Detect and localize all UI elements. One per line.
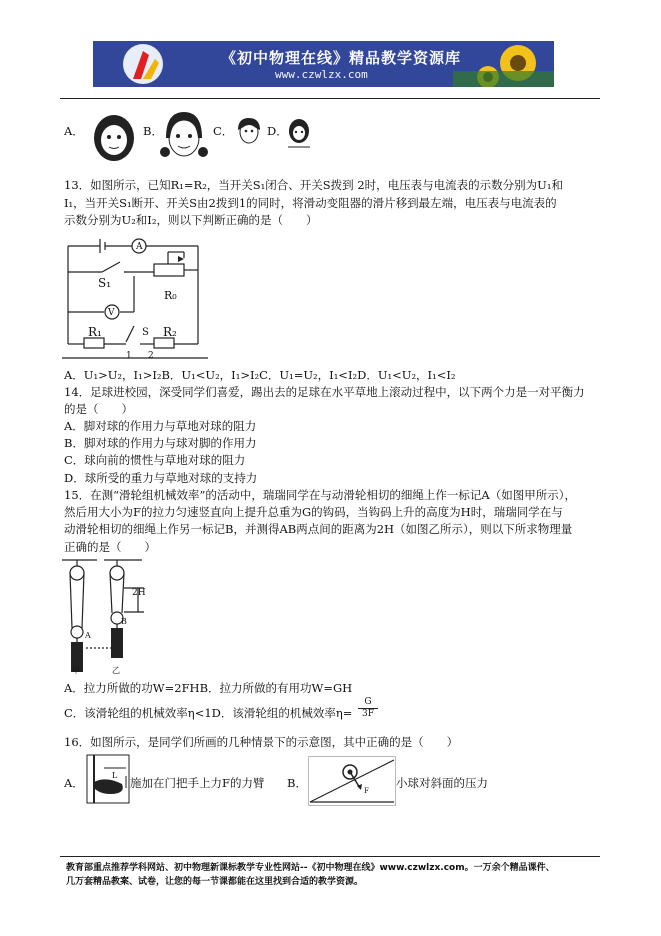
label-b: B — [121, 617, 127, 626]
switch-s-label: S — [142, 327, 149, 338]
face-c-image — [235, 116, 263, 146]
face-a-image — [90, 108, 138, 163]
q14-option-d: D．球所受的重力与草地对球的支持力 — [64, 471, 258, 485]
q16-option-b-label: B． — [287, 776, 307, 790]
q13-line-3: 示数分别为U₂和I₂，则以下判断正确的是（ ） — [64, 213, 318, 227]
pulley-figure — [62, 558, 152, 676]
q13-line-2: I₁，当开关S₁断开、开关S由2拨到1的同时，将滑动变阻器的滑片移到最左端，电压表与电流表的 — [64, 196, 557, 210]
header-rule — [60, 98, 600, 99]
efficiency-fraction — [358, 697, 378, 720]
r2-label: R₂ — [163, 325, 177, 339]
q14-line-1: 14．足球进校园，深受同学们喜爱，踢出去的足球在水平草地上滚动过程中，以下两个力是一对平衡力 — [64, 385, 585, 399]
face-b-image — [160, 108, 208, 163]
q13-options: A．U₁>U₂，I₁>I₂B．U₁<U₂，I₁>I₂C．U₁=U₂，I₁<I₂D．U₁<U₂，I₁<I₂ — [64, 368, 456, 382]
q15-line-3: 动滑轮相切的细绳上作另一标记B，并测得AB两点间的距离为2H（如图乙所示），则以下所求物理量 — [64, 522, 573, 536]
q12-option-b: B． — [143, 124, 163, 138]
footer-rule — [60, 856, 600, 857]
q15-options-ab: A．拉力所做的功W=2FHB．拉力所做的有用功W=GH — [64, 681, 353, 695]
q16-line-1: 16．如图所示，是同学们所画的几种情景下的示意图，其中正确的是（ ） — [64, 735, 459, 749]
q14-option-c: C．球向前的惯性与草地对球的阻力 — [64, 453, 246, 467]
q14-line-2: 的是（ ） — [64, 402, 133, 416]
fraction-denominator: 3F — [362, 709, 374, 719]
footer-line-2: 几万套精品教案、试卷，让您的每一节课都能在这里找到合适的教学资源。 — [66, 877, 364, 887]
footer-line-1: 教育部重点推荐学科网站、初中物理新课标教学专业性网站--《初中物理在线》www.czwlzx.com。一万余个精品课件、 — [66, 863, 555, 873]
terminal-1-label: 1 — [126, 351, 132, 361]
q16-option-a-label: A． — [64, 776, 84, 790]
label-jia: 甲 — [72, 666, 80, 675]
q15-line-4: 正确的是（ ） — [64, 540, 156, 554]
terminal-2-label: 2 — [148, 351, 154, 361]
label-yi: 乙 — [112, 666, 120, 675]
voltmeter-label: V — [108, 308, 115, 318]
q12-option-c: C． — [213, 124, 234, 138]
q15-options-cd: C．该滑轮组的机械效率η<1D．该滑轮组的机械效率η= — [64, 706, 353, 720]
q13-circuit-diagram — [62, 234, 208, 362]
label-a: A — [85, 631, 91, 640]
q14-option-b: B．脚对球的作用力与球对脚的作用力 — [64, 436, 257, 450]
header-banner — [93, 41, 554, 87]
fig-l-label: L — [112, 771, 118, 780]
banner-title: 《初中物理在线》精品教学资源库 — [221, 49, 462, 67]
q16-option-b-text: 小球对斜面的压力 — [396, 776, 488, 790]
q15-line-2: 然后用大小为F的拉力匀速竖直向上提升总重为G的钩码，当钩码上升的高度为H时，瑞瑞同学在与 — [64, 505, 563, 519]
q12-option-a: A． — [64, 124, 84, 138]
fraction-numerator: G — [358, 697, 378, 709]
q14-option-a: A．脚对球的作用力与草地对球的阻力 — [64, 419, 257, 433]
r0-label: R₀ — [164, 289, 177, 302]
label-2h: 2H — [132, 588, 146, 598]
q13-line-1: 13．如图所示，已知R₁=R₂，当开关S₁闭合、开关S拨到 2时，电压表与电流表的示数分别为U₁和 — [64, 178, 563, 192]
banner-url: www.czwlzx.com — [275, 68, 368, 81]
ammeter-label: A — [136, 242, 143, 252]
q16-option-a-text: 施加在门把手上力F的力臂 — [130, 776, 265, 790]
face-d-image — [286, 115, 312, 149]
fig-f-label: F — [364, 787, 369, 795]
incline-figure — [308, 756, 396, 806]
door-handle-figure — [86, 754, 130, 804]
r1-label: R₁ — [88, 325, 102, 339]
q12-option-d: D． — [267, 124, 288, 138]
q15-line-1: 15．在测“滑轮组机械效率”的活动中，瑞瑞同学在与动滑轮相切的细绳上作一标记A（如图甲所示）， — [64, 488, 576, 502]
s1-label: S₁ — [98, 276, 112, 290]
